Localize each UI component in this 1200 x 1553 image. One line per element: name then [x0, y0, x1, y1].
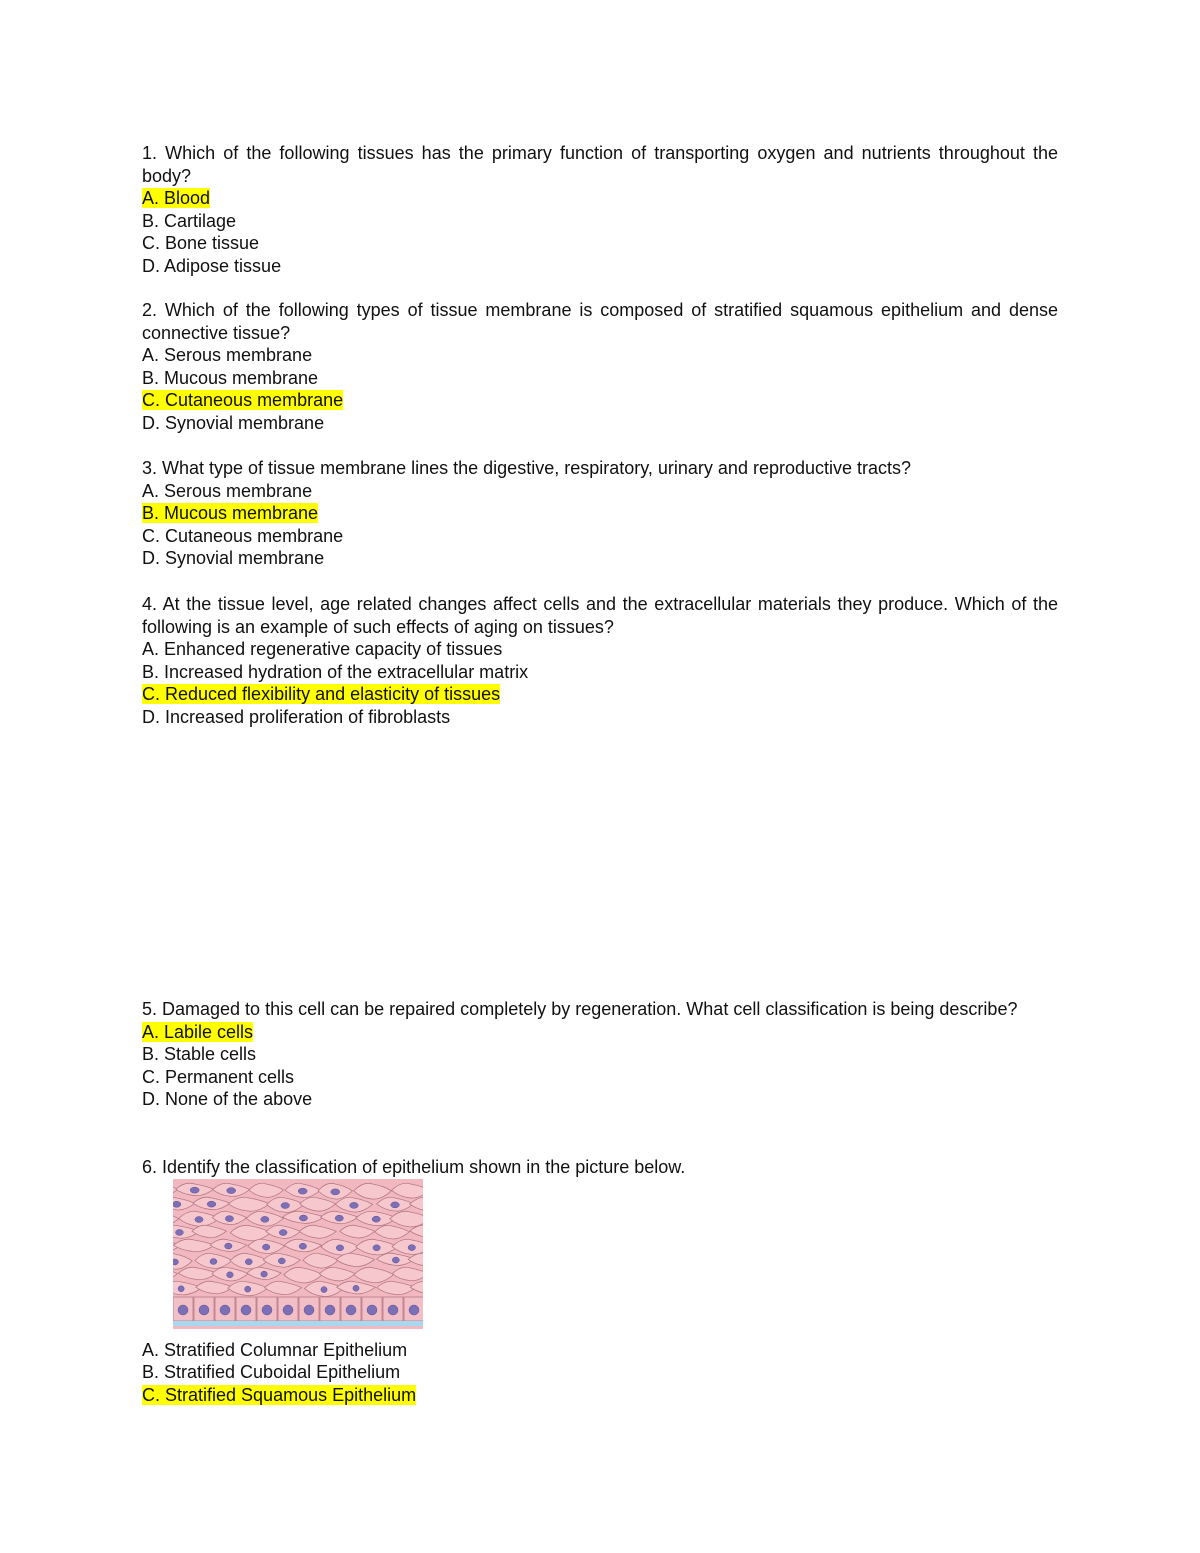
question-1-option-b: B. Cartilage [142, 210, 237, 231]
question-5-option-b: B. Stable cells [142, 1044, 257, 1065]
cell-nucleus [336, 1244, 343, 1250]
question-2-stem: 2. Which of the following types of tissue membrane is composed of stratified squamous epithelium and dense connective tissue? [142, 300, 1058, 343]
basal-nucleus [199, 1305, 209, 1315]
cell-nucleus [331, 1188, 340, 1194]
cell-nucleus [298, 1188, 307, 1194]
question-3-option-a: A. Serous membrane [142, 480, 313, 501]
cell-nucleus [278, 1258, 285, 1264]
question-4-option-d: D. Increased proliferation of fibroblasts [142, 706, 451, 727]
question-2-option-a: A. Serous membrane [142, 345, 313, 366]
cell-nucleus [350, 1202, 359, 1208]
cell-nucleus [245, 1286, 251, 1292]
answer-highlight: C. Reduced flexibility and elasticity of tissues [142, 684, 501, 705]
cell-nucleus [176, 1229, 184, 1235]
question-1 [142, 142, 1058, 278]
question-6-option-b: B. Stratified Cuboidal Epithelium [142, 1362, 401, 1383]
question-2-option-b: B. Mucous membrane [142, 367, 319, 388]
basal-nucleus [409, 1305, 419, 1315]
question-4-option-a: A. Enhanced regenerative capacity of tissues [142, 639, 503, 660]
question-2 [142, 299, 1058, 435]
question-1-option-a [142, 187, 1058, 210]
cell-nucleus [299, 1215, 307, 1221]
cell-nucleus [225, 1215, 233, 1221]
cell-nucleus [391, 1201, 400, 1207]
cell-nucleus [190, 1187, 199, 1193]
basal-nucleus [241, 1305, 251, 1315]
question-5-stem: 5. Damaged to this cell can be repaired completely by regeneration. What cell classification is being describe? [142, 999, 1018, 1019]
basal-nucleus [367, 1305, 377, 1315]
stratified-squamous-epithelium-image [173, 1179, 423, 1329]
question-4-option-b: B. Increased hydration of the extracellular matrix [142, 661, 529, 682]
cell-nucleus [245, 1258, 252, 1264]
question-3-option-b [142, 502, 1058, 525]
cell-nucleus [392, 1257, 399, 1263]
basal-nucleus [283, 1305, 293, 1315]
basal-nucleus [262, 1305, 272, 1315]
cell-nucleus [299, 1243, 306, 1249]
cell-nucleus [195, 1216, 203, 1222]
question-2-option-d: D. Synovial membrane [142, 412, 325, 433]
question-2-option-c [142, 389, 1058, 412]
question-5-option-a [142, 1021, 1058, 1044]
question-4 [142, 593, 1058, 729]
question-3-option-d: D. Synovial membrane [142, 548, 325, 569]
question-5-option-d: D. None of the above [142, 1089, 313, 1110]
cell-nucleus [173, 1201, 181, 1207]
cell-nucleus [373, 1244, 380, 1250]
cell-nucleus [210, 1258, 217, 1264]
cell-nucleus [321, 1286, 327, 1292]
answer-highlight: C. Cutaneous membrane [142, 390, 344, 411]
question-6-stem: 6. Identify the classification of epithelium shown in the picture below. [142, 1157, 686, 1177]
cell-nucleus [173, 1259, 178, 1265]
cell-nucleus [227, 1187, 236, 1193]
epithelium-illustration [173, 1179, 423, 1329]
answer-highlight: C. Stratified Squamous Epithelium [142, 1384, 417, 1405]
question-6 [142, 1156, 1058, 1406]
basal-nucleus [388, 1305, 398, 1315]
cell-nucleus [227, 1271, 234, 1277]
cell-nucleus [372, 1216, 380, 1222]
basal-nucleus [346, 1305, 356, 1315]
cell-nucleus [178, 1285, 184, 1291]
question-1-stem: 1. Which of the following tissues has the primary function of transporting oxygen and nutrients throughout the body? [142, 143, 1058, 186]
answer-highlight: A. Blood [142, 188, 211, 209]
question-6-option-a: A. Stratified Columnar Epithelium [142, 1339, 408, 1360]
question-6-option-c [142, 1384, 1058, 1407]
cell-nucleus [408, 1244, 415, 1250]
basal-nucleus [304, 1305, 314, 1315]
basal-nucleus [178, 1305, 188, 1315]
question-3-option-c: C. Cutaneous membrane [142, 525, 344, 546]
question-3-stem: 3. What type of tissue membrane lines the digestive, respiratory, urinary and reproductive tracts? [142, 458, 912, 478]
cell-nucleus [281, 1202, 290, 1208]
cell-nucleus [335, 1215, 343, 1221]
cell-nucleus [353, 1285, 359, 1291]
question-5 [142, 998, 1058, 1111]
cell-nucleus [262, 1244, 269, 1250]
cell-nucleus [261, 1271, 268, 1277]
cell-nucleus [225, 1243, 232, 1249]
question-4-stem: 4. At the tissue level, age related changes affect cells and the extracellular materials they produce. Which of the following is an example of such effects of aging on tissues? [142, 594, 1058, 637]
answer-highlight: B. Mucous membrane [142, 503, 319, 524]
question-3 [142, 457, 1058, 570]
cell-nucleus [261, 1216, 269, 1222]
basement-membrane [173, 1321, 423, 1326]
question-5-option-c: C. Permanent cells [142, 1066, 295, 1087]
cell-nucleus [279, 1229, 287, 1235]
question-4-option-c [142, 683, 1058, 706]
question-1-option-c: C. Bone tissue [142, 233, 260, 254]
answer-highlight: A. Labile cells [142, 1021, 254, 1042]
question-1-option-d: D. Adipose tissue [142, 255, 282, 276]
basal-nucleus [220, 1305, 230, 1315]
basal-nucleus [325, 1305, 335, 1315]
cell-nucleus [207, 1201, 216, 1207]
